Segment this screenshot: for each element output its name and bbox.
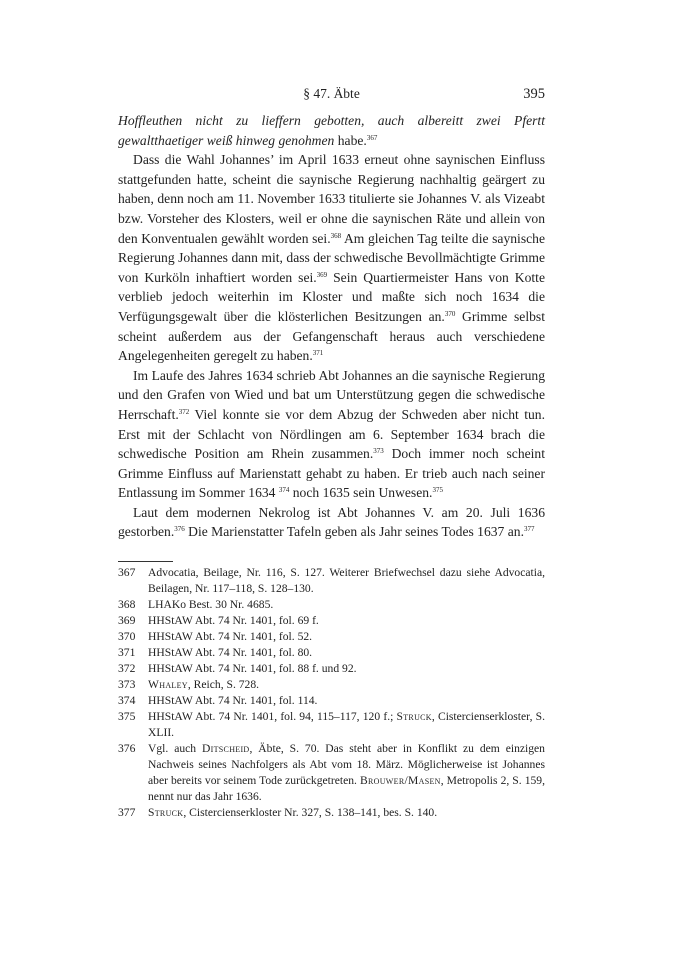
footnote-ref: 371 [312, 349, 324, 358]
citation: HHStAW Abt. 74 Nr. 1401, fol. 94, 115–117, 120 f.; [148, 710, 397, 723]
page-number: 395 [523, 86, 545, 102]
citation: , Cistercienserkloster, S. XLII. [148, 710, 545, 739]
paragraph-3 [118, 366, 545, 503]
footnote-text: HHStAW Abt. 74 Nr. 1401, fol. 88 f. und 92. [148, 662, 357, 675]
paragraph-1 [118, 111, 545, 150]
running-header [118, 86, 545, 106]
footnote [118, 677, 545, 693]
footnote-ref: 367 [366, 133, 378, 142]
text-segment: Dass die Wahl Johannes’ im April 1633 erneut ohne saynischen Einfluss stattgefunden hatte, scheint die saynische Regierung nachhaltig geärgert zu haben, denn noch am 11. November 1633 titulierte sie Johannes V. als Vizeabt bzw. Vorsteher des Klosters, weil er ohne die saynischen Räte und allein von den Konventualen gewählt worden sei. [118, 152, 545, 246]
footnote-separator [118, 561, 173, 562]
footnote-number: 370 [118, 630, 136, 643]
author-name: Struck [396, 710, 432, 723]
footnote-text [148, 741, 545, 805]
author-name: Ditscheid [201, 742, 250, 755]
footnote-ref: 372 [178, 407, 190, 416]
footnote-text: LHAKo Best. 30 Nr. 4685. [148, 598, 274, 611]
footnote-ref: 373 [373, 447, 384, 456]
text-segment: Viel konnte sie vor dem Abzug der Schweden aber nicht tun. Erst mit der Schlacht von Nördlingen am 6. September 1634 brach die schwedische Position am Rhein zusammen. [118, 406, 545, 462]
footnote-number: 371 [118, 646, 136, 659]
footnote [118, 629, 545, 645]
footnote-number: 368 [118, 598, 136, 611]
author-name: Brouwer/Masen [359, 774, 441, 787]
footnote [118, 661, 545, 677]
footnotes [118, 565, 545, 821]
author-name: Struck [148, 806, 184, 819]
footnote [118, 805, 545, 821]
text-segment: Sein Quartiermeister Hans von Kotte verblieb jedoch weiterhin im Kloster und maßte sich noch 1634 die Verfügungsgewalt über die klösterlichen Besitzungen an. [118, 269, 545, 324]
footnote-text [148, 709, 545, 741]
footnote-number: 369 [118, 614, 136, 627]
footnote-number: 374 [118, 694, 136, 707]
footnote-ref: 370 [444, 309, 456, 318]
footnote [118, 597, 545, 613]
footnote [118, 565, 545, 597]
footnote-number: 373 [118, 678, 136, 691]
footnote-ref: 374 [278, 486, 290, 495]
citation: , Cistercienserkloster Nr. 327, S. 138–141, bes. S. 140. [183, 806, 438, 819]
section-title: § 47. Äbte [303, 86, 360, 101]
footnote-text: HHStAW Abt. 74 Nr. 1401, fol. 114. [148, 694, 318, 707]
quotation: Hoffleuthen nicht zu lieffern gebotten, auch albereitt zwei Pfertt gewaltthaetiger weiß hinweg genohmen [118, 113, 545, 148]
footnote [118, 709, 545, 741]
footnote-text: HHStAW Abt. 74 Nr. 1401, fol. 69 f. [148, 614, 319, 627]
footnote-ref: 368 [330, 231, 342, 240]
paragraph-2 [118, 150, 545, 366]
footnote [118, 741, 545, 805]
citation: Vgl. auch [148, 742, 202, 755]
text-segment: Laut dem modernen Nekrolog ist Abt Johannes V. am 20. Juli 1636 gestorben. [118, 504, 545, 540]
citation: , Metropolis 2, S. 159, nennt nur das Jahr 1636. [148, 774, 545, 803]
footnote-number: 375 [118, 710, 136, 723]
text-segment: noch 1635 sein Unwesen. [289, 485, 433, 501]
text-segment: Am gleichen Tag teilte die saynische Regierung Johannes dann mit, dass der schwedische Bevollmächtigte Grimme von Kurköln inhaftiert worden sei. [118, 230, 545, 285]
text-segment: Die Marienstatter Tafeln geben als Jahr seines Todes 1637 an. [184, 524, 524, 540]
footnote-number: 367 [118, 566, 136, 579]
footnote [118, 693, 545, 709]
text-segment: Im Laufe des Jahres 1634 schrieb Abt Johannes an die saynische Regierung und den Grafen von Wied und bat um Unterstützung gegen die schwedische Herrschaft. [118, 367, 545, 422]
footnote-number: 377 [118, 806, 136, 819]
footnote [118, 613, 545, 629]
footnote [118, 645, 545, 661]
footnote-text [148, 805, 545, 821]
footnote-number: 376 [118, 742, 136, 755]
footnote-text: HHStAW Abt. 74 Nr. 1401, fol. 52. [148, 630, 313, 643]
text-segment: habe. [334, 132, 367, 148]
footnote-text: HHStAW Abt. 74 Nr. 1401, fol. 80. [148, 646, 313, 659]
citation: , Reich, S. 728. [187, 678, 260, 691]
paragraph-4 [118, 503, 545, 542]
footnote-ref: 377 [523, 525, 535, 534]
text-segment: Grimme selbst scheint außerdem aus der Gefangenschaft heraus auch verschiedene Angelegenheiten geregelt zu haben. [118, 308, 545, 364]
footnote-text [148, 677, 545, 693]
citation: , Äbte, S. 70. Das steht aber in Konflikt zu dem einzigen Nachweis seines Nachfolgers als Abt vom 18. März. Möglicherweise ist Johannes aber bereits vor seinem Tode zurückgetreten. [148, 742, 545, 787]
footnote-number: 372 [118, 662, 136, 675]
footnote-ref: 375 [432, 486, 443, 495]
footnote-ref: 369 [316, 270, 328, 279]
footnote-text: Advocatia, Beilage, Nr. 116, S. 127. Weiterer Briefwechsel dazu siehe Advocatia, Beilagen, Nr. 117–118, S. 128–130. [148, 566, 545, 595]
text-segment: Doch immer noch scheint Grimme Einfluss auf Marienstatt gehabt zu haben. Er trieb auch nach seiner Entlassung im Sommer 1634 [118, 446, 545, 501]
footnote-ref: 376 [174, 525, 185, 534]
author-name: Whaley [148, 678, 188, 691]
main-text [118, 111, 545, 542]
